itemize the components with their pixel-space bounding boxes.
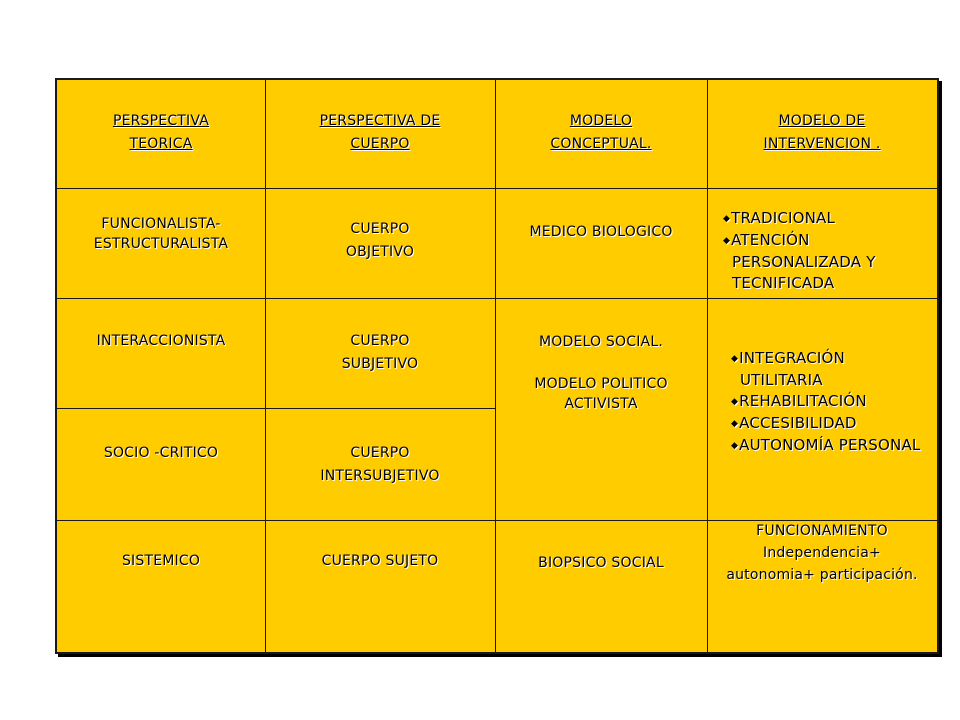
cell-text: CUERPO xyxy=(350,221,410,237)
list-item xyxy=(731,413,931,435)
bullet-icon: ◆ xyxy=(731,354,739,364)
row-divider-2 xyxy=(55,298,939,299)
cell-sistemico-intervencion xyxy=(707,520,937,586)
header-line: CONCEPTUAL. xyxy=(550,136,652,152)
list-item xyxy=(731,348,931,391)
cell-socio-critico-cuerpo xyxy=(265,442,495,488)
table-border-top xyxy=(55,78,939,80)
conceptual-table xyxy=(55,78,939,654)
cell-text: Independencia+ xyxy=(763,545,881,561)
cell-text: BIOPSICO SOCIAL xyxy=(538,555,664,571)
intervention-list xyxy=(723,208,929,294)
cell-text: INTERSUBJETIVO xyxy=(320,468,440,484)
header-line: PERSPECTIVA DE xyxy=(319,113,441,129)
cell-funcionalista-modelo xyxy=(495,221,707,244)
table-border-right xyxy=(937,78,939,654)
bullet-icon: ◆ xyxy=(731,397,739,407)
cell-interaccionista-perspectiva xyxy=(57,330,265,353)
cell-funcionalista-cuerpo xyxy=(265,218,495,264)
list-item xyxy=(731,391,931,413)
list-item-text: REHABILITACIÓN xyxy=(739,392,867,410)
header-line: PERSPECTIVA xyxy=(112,113,210,129)
list-item-text: INTEGRACIÓN UTILITARIA xyxy=(739,349,845,389)
cell-text: SOCIO -CRITICO xyxy=(103,445,219,461)
header-modelo-conceptual xyxy=(495,110,707,156)
table-border-bottom xyxy=(55,652,939,654)
header-line: TEORICA xyxy=(129,136,193,152)
cell-sistemico-perspectiva xyxy=(57,550,265,573)
header-modelo-intervencion xyxy=(707,110,937,156)
row-divider-3 xyxy=(55,408,495,409)
bullet-icon: ◆ xyxy=(731,441,739,451)
header-line: MODELO DE xyxy=(778,113,866,129)
cell-text: autonomia+ participación. xyxy=(726,567,918,583)
header-line: MODELO xyxy=(569,113,633,129)
cell-text: CUERPO xyxy=(350,445,410,461)
list-item-text: AUTONOMÍA PERSONAL xyxy=(739,436,921,454)
cell-text: MEDICO BIOLOGICO xyxy=(529,224,673,240)
list-item-text: ATENCIÓN PERSONALIZADA Y TECNIFICADA xyxy=(731,231,876,292)
cell-socio-critico-perspectiva xyxy=(57,442,265,465)
cell-text: MODELO POLITICO ACTIVISTA xyxy=(534,376,668,412)
cell-text: SISTEMICO xyxy=(121,553,201,569)
list-item-text: TRADICIONAL xyxy=(731,209,836,227)
bullet-icon: ◆ xyxy=(723,236,731,246)
cell-interaccionista-cuerpo xyxy=(265,330,495,376)
header-line: INTERVENCION . xyxy=(763,136,881,152)
cell-funcionalista-perspectiva xyxy=(69,214,253,254)
bullet-icon: ◆ xyxy=(723,214,731,224)
cell-modelo-social-intervencion xyxy=(731,348,931,457)
cell-text: CUERPO SUJETO xyxy=(321,553,439,569)
cell-text: MODELO SOCIAL. xyxy=(539,334,663,350)
header-line: CUERPO xyxy=(350,136,410,152)
cell-funcionalista-intervencion xyxy=(723,208,929,294)
header-perspectiva-cuerpo xyxy=(265,110,495,156)
cell-text: CUERPO xyxy=(350,333,410,349)
cell-sistemico-modelo xyxy=(495,552,707,575)
cell-text: SUBJETIVO xyxy=(341,356,419,372)
list-item-text: ACCESIBILIDAD xyxy=(739,414,857,432)
cell-text: FUNCIONALISTA-ESTRUCTURALISTA xyxy=(93,216,229,252)
cell-text: FUNCIONAMIENTO xyxy=(756,523,888,539)
cell-modelo-social xyxy=(501,332,701,414)
list-item xyxy=(731,435,931,457)
intervention-list xyxy=(731,348,931,457)
cell-sistemico-cuerpo xyxy=(265,550,495,573)
header-perspectiva-teorica xyxy=(57,110,265,156)
list-item xyxy=(723,208,929,230)
bullet-icon: ◆ xyxy=(731,419,739,429)
cell-text: OBJETIVO xyxy=(345,244,415,260)
list-item xyxy=(723,230,929,294)
cell-text: INTERACCIONISTA xyxy=(96,333,226,349)
row-divider-1 xyxy=(55,188,939,189)
